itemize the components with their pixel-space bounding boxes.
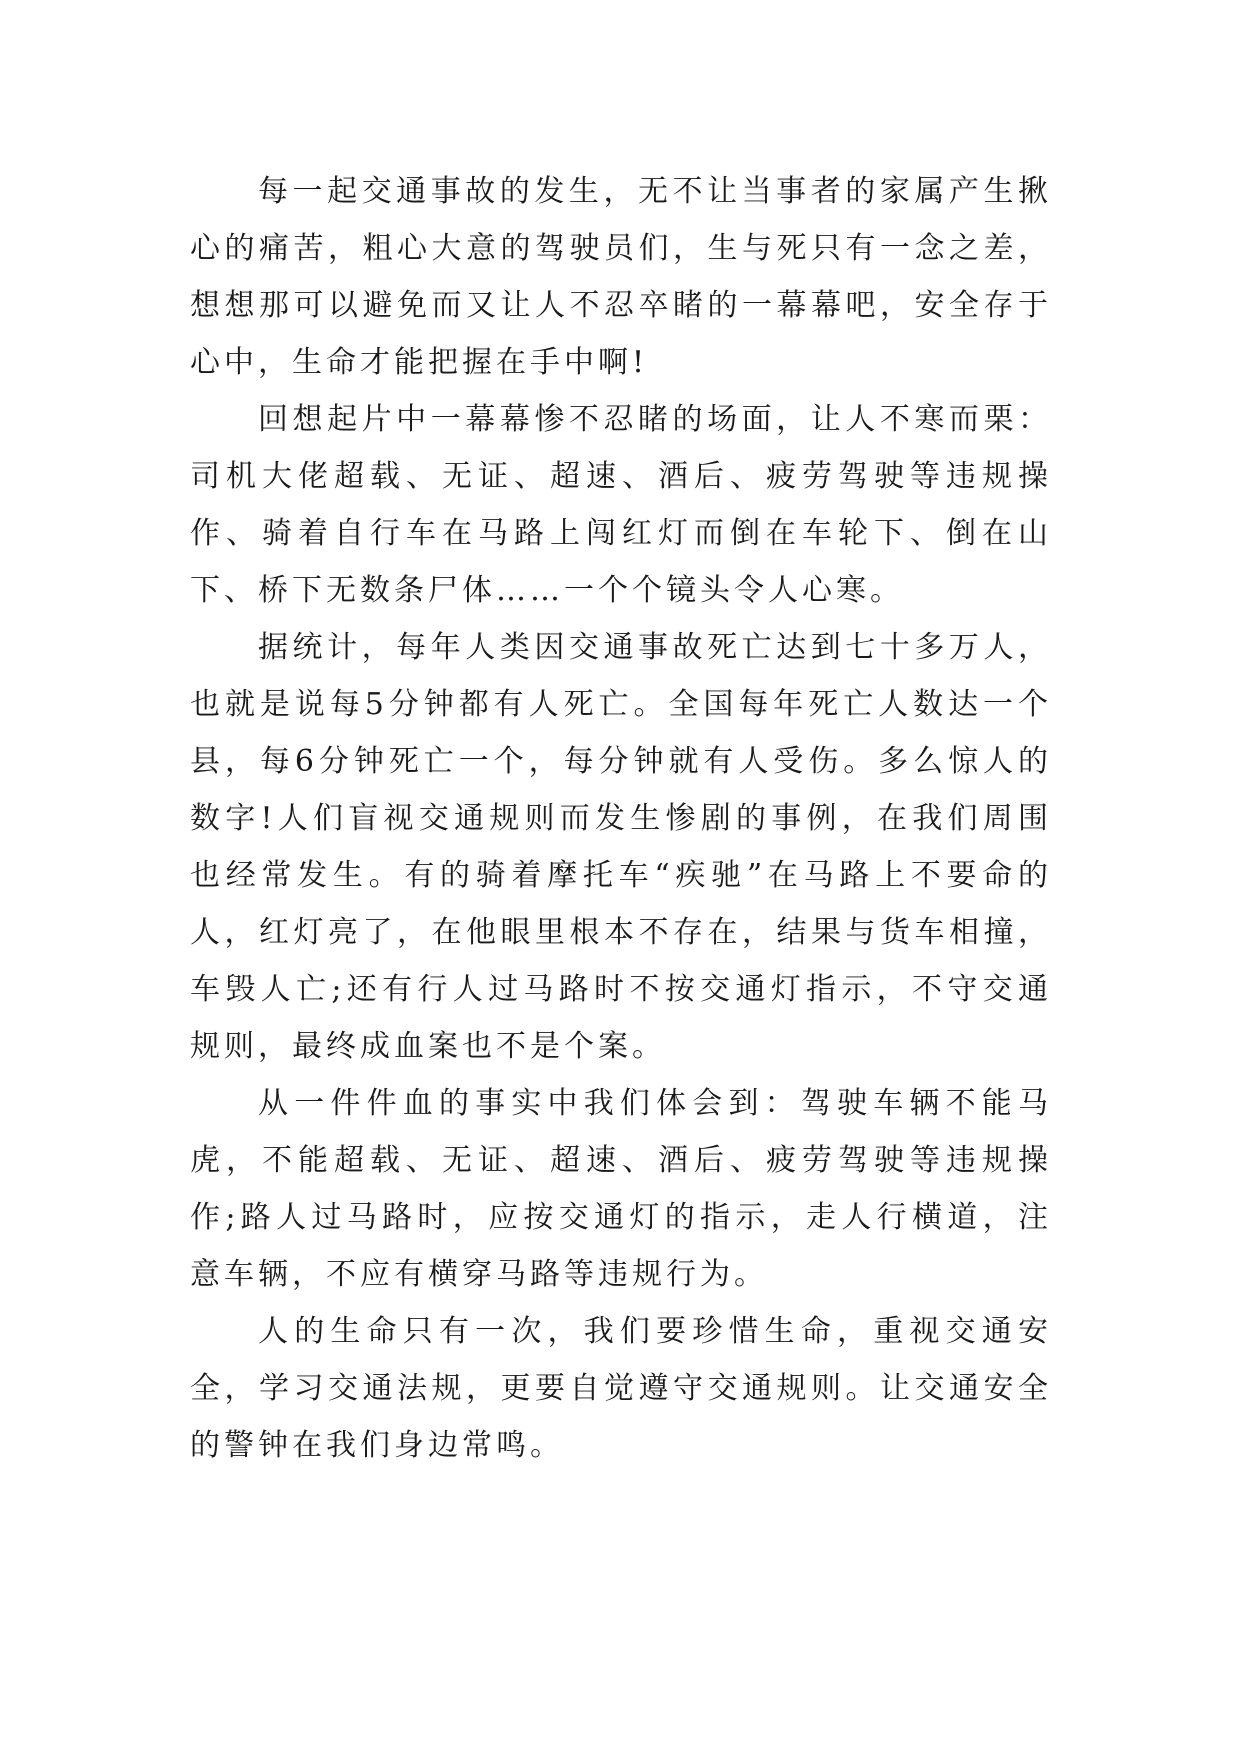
document-body (190, 163, 1052, 1474)
paragraph-5: 人的生命只有一次，我们要珍惜生命，重视交通安全，学习交通法规，更要自觉遵守交通规则。让交通安全的警钟在我们身边常鸣。 (190, 1314, 1052, 1463)
paragraph-3: 据统计，每年人类因交通事故死亡达到七十多万人，也就是说每5分钟都有人死亡。全国每年死亡人数达一个县，每6分钟死亡一个，每分钟就有人受伤。多么惊人的数字!人们盲视交通规则而发生惨剧的事例，在我们周围也经常发生。有的骑着摩托车“疾驰”在马路上不要命的人，红灯亮了，在他眼里根本不存在，结果与货车相撞，车毁人亡;还有行人过马路时不按交通灯指示，不守交通规则，最终成血案也不是个案。 (190, 630, 1052, 1064)
paragraph-2: 回想起片中一幕幕惨不忍睹的场面，让人不寒而栗：司机大佬超载、无证、超速、酒后、疲劳驾驶等违规操作、骑着自行车在马路上闯红灯而倒在车轮下、倒在山下、桥下无数条尸体……一个个镜头令人心寒。 (190, 402, 1052, 608)
paragraph-1: 每一起交通事故的发生，无不让当事者的家属产生揪心的痛苦，粗心大意的驾驶员们，生与死只有一念之差，想想那可以避免而又让人不忍卒睹的一幕幕吧，安全存于心中，生命才能把握在手中啊! (190, 174, 1052, 380)
paragraph-4: 从一件件血的事实中我们体会到：驾驶车辆不能马虎，不能超载、无证、超速、酒后、疲劳驾驶等违规操作;路人过马路时，应按交通灯的指示，走人行横道，注意车辆，不应有横穿马路等违规行为。 (190, 1086, 1052, 1292)
